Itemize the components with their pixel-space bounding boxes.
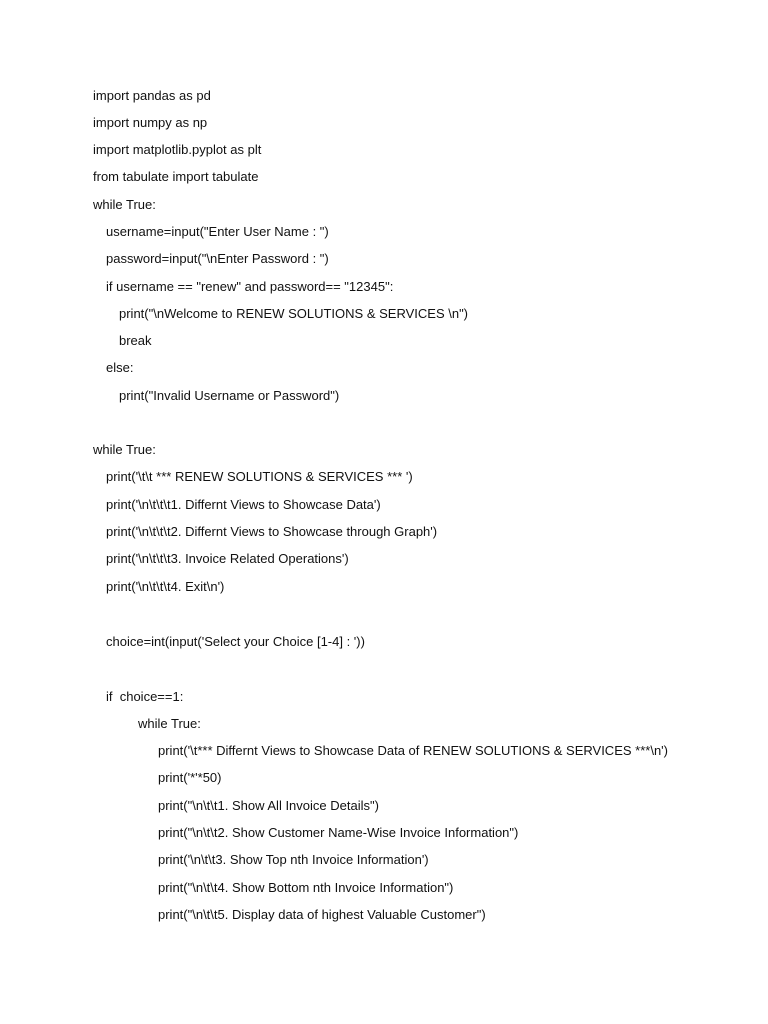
code-line: while True: <box>93 442 156 457</box>
code-line: else: <box>106 360 134 375</box>
code-line: import numpy as np <box>93 115 208 130</box>
code-line: import matplotlib.pyplot as plt <box>93 142 262 157</box>
code-line: print('\n\t\t\t1. Differnt Views to Showcase Data') <box>106 497 381 512</box>
code-line: choice=int(input('Select your Choice [1-4] : ')) <box>106 634 365 649</box>
code-line: print("\n\t\t2. Show Customer Name-Wise Invoice Information") <box>158 825 519 840</box>
code-line: import pandas as pd <box>93 88 211 103</box>
code-line: while True: <box>93 197 156 212</box>
code-line: print("\n\t\t1. Show All Invoice Details") <box>158 798 379 813</box>
code-line: print('*'*50) <box>158 770 222 785</box>
code-line: print('\n\t\t\t3. Invoice Related Operations') <box>106 551 349 566</box>
code-line: print('\t*** Differnt Views to Showcase Data of RENEW SOLUTIONS & SERVICES ***\n') <box>158 743 668 758</box>
code-line: print('\n\t\t\t2. Differnt Views to Showcase through Graph') <box>106 524 438 539</box>
code-line: print("Invalid Username or Password") <box>119 388 340 403</box>
code-line: from tabulate import tabulate <box>93 169 259 184</box>
code-line: print('\n\t\t3. Show Top nth Invoice Information') <box>158 852 429 867</box>
code-line: if choice==1: <box>106 689 184 704</box>
code-line: print("\nWelcome to RENEW SOLUTIONS & SERVICES \n") <box>119 306 469 321</box>
code-line: print('\n\t\t\t4. Exit\n') <box>106 579 225 594</box>
code-line: while True: <box>138 716 201 731</box>
code-line: print("\n\t\t5. Display data of highest Valuable Customer") <box>158 907 486 922</box>
code-line: print("\n\t\t4. Show Bottom nth Invoice Information") <box>158 880 454 895</box>
code-line: if username == "renew" and password== "12345": <box>106 279 394 294</box>
code-line: password=input("\nEnter Password : ") <box>106 251 329 266</box>
code-line: username=input("Enter User Name : ") <box>106 224 329 239</box>
code-line: print('\t\t *** RENEW SOLUTIONS & SERVICES *** ') <box>106 469 413 484</box>
code-line: break <box>119 333 152 348</box>
